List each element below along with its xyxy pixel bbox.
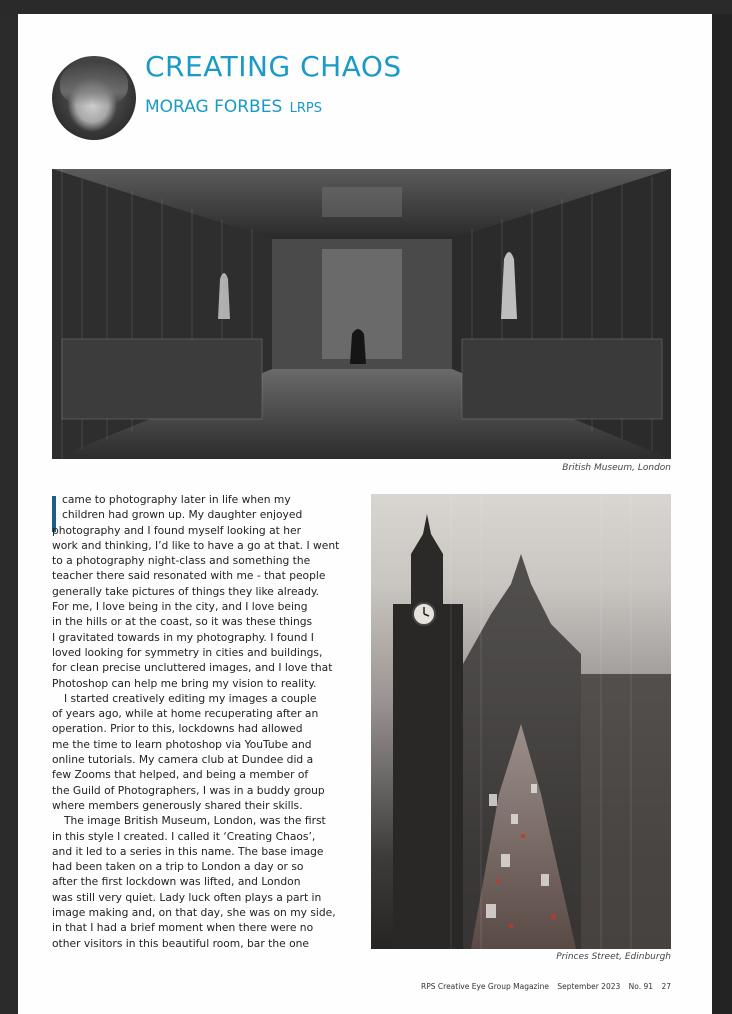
issue-number: No. 91	[628, 982, 654, 991]
body-line: operation. Prior to this, lockdowns had allowed	[52, 722, 303, 736]
body-line: for clean precise uncluttered images, and I love that	[52, 661, 333, 675]
body-line: few Zooms that helped, and being a member of	[52, 768, 309, 782]
body-line: in that I had a brief moment when there were no	[52, 921, 314, 935]
body-line: me the time to learn photoshop via YouTube and	[52, 737, 312, 751]
author-avatar	[52, 56, 136, 140]
magazine-name: RPS Creative Eye Group Magazine	[421, 982, 549, 991]
body-line: to a photography night-class and something the	[52, 554, 311, 568]
body-line: had been taken on a trip to London a day or so	[52, 860, 304, 874]
article-title: CREATING CHAOS	[145, 50, 402, 83]
body-line: the Guild of Photographers, I was in a buddy group	[52, 783, 325, 797]
body-line: For me, I love being in the city, and I love being	[52, 600, 308, 614]
body-line: in this style I created. I called it ‘Creating Chaos’,	[52, 829, 316, 843]
body-line: Photoshop can help me bring my vision to reality.	[52, 676, 317, 690]
body-line: teacher there said resonated with me - that people	[52, 569, 326, 583]
page-footer	[421, 982, 671, 991]
british-museum-photo	[52, 169, 671, 459]
body-line: and it led to a series in this name. The base image	[52, 844, 324, 858]
body-line: after the first lockdown was lifted, and London	[52, 875, 301, 889]
article-body	[52, 492, 342, 974]
body-line: other visitors in this beautiful room, bar the one	[52, 936, 309, 950]
hero-caption: British Museum, London	[562, 463, 671, 473]
body-line: I gravitated towards in my photography. I found I	[52, 630, 314, 644]
page-number: 27	[661, 982, 671, 991]
body-line: where members generously shared their skills.	[52, 798, 303, 812]
viewer-top-bar	[0, 0, 732, 14]
body-line: work and thinking, I’d like to have a go at that. I went	[52, 538, 340, 552]
author-name: MORAG FORBES	[145, 97, 283, 117]
body-line: online tutorials. My camera club at Dundee did a	[52, 753, 314, 767]
author-distinction: LRPS	[289, 101, 323, 116]
body-line: children had grown up. My daughter enjoyed	[62, 508, 303, 522]
body-line: was still very quiet. Lady luck often plays a part in	[52, 890, 322, 904]
body-line: The image British Museum, London, was the first	[64, 814, 326, 828]
viewer-scrollbar[interactable]	[712, 14, 732, 1014]
body-line: generally take pictures of things they like already.	[52, 584, 320, 598]
side-photo-caption: Princes Street, Edinburgh	[556, 952, 671, 962]
body-line: came to photography later in life when my	[62, 493, 291, 506]
author-byline	[145, 97, 322, 117]
body-line: image making and, on that day, she was on my side,	[52, 906, 336, 920]
body-line: of years ago, while at home recuperating after an	[52, 707, 319, 721]
body-line: loved looking for symmetry in cities and buildings,	[52, 645, 323, 659]
body-line: in the hills or at the coast, so it was these things	[52, 615, 313, 629]
body-line: photography and I found myself looking at her	[52, 523, 301, 537]
body-line: I started creatively editing my images a couple	[64, 691, 317, 705]
magazine-page	[18, 14, 712, 1014]
issue-date: September 2023	[557, 982, 621, 991]
princes-street-photo	[371, 494, 671, 949]
